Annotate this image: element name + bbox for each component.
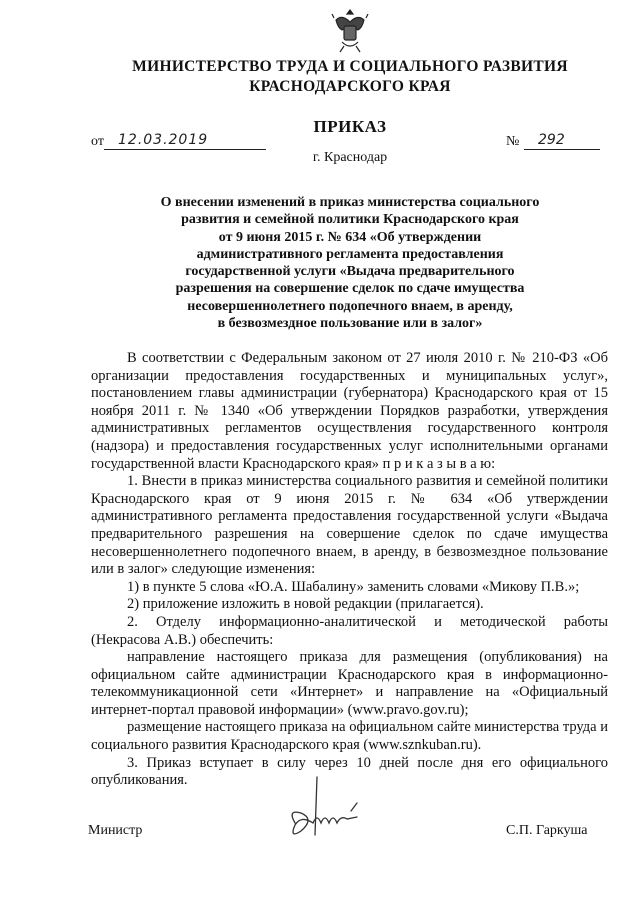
ministry-name-line1: МИНИСТЕРСТВО ТРУДА И СОЦИАЛЬНОГО РАЗВИТИЯ	[132, 58, 568, 75]
order-body	[91, 350, 608, 790]
ministry-name-line2: КРАСНОДАРСКОГО КРАЯ	[249, 78, 451, 95]
order-heading	[30, 194, 640, 332]
heading-line: О внесении изменений в приказ министерства социального	[160, 195, 540, 210]
coat-of-arms-icon	[330, 6, 370, 56]
document-title: ПРИКАЗ	[313, 117, 387, 136]
date-prefix: от	[91, 134, 104, 149]
heading-line: административного регламента предоставления	[196, 246, 504, 262]
order-number: 292	[538, 132, 565, 148]
heading-line: развития и семейной политики Краснодарского края	[181, 212, 519, 228]
heading-line: несовершеннолетнего подопечного внаем, в аренду,	[187, 298, 513, 314]
clause-2-item-2: размещение настоящего приказа на официальном сайте министерства труда и социального развития Краснодарского края (www.sznkuban.ru).	[91, 719, 608, 754]
handwritten-signature-icon	[265, 775, 375, 845]
city: г. Краснодар	[312, 150, 388, 165]
clause-1: 1. Внести в приказ министерства социального развития и семейной политики Краснодарского края от 9 июня 2015 г. № 634 «Об утверждении административного регламента предоставления государственной услуги «Выдача предварительного разрешения на совершение сделок по сдаче имущества несовершеннолетнего подопечного внаем, в аренду, в безвозмездное пользование или в залог» следующие изменения:	[91, 473, 608, 578]
number-prefix: №	[506, 134, 520, 149]
clause-1-item-1: 1) в пункте 5 слова «Ю.А. Шабалину» заменить словами «Микову П.В.»;	[127, 578, 580, 595]
clause-2: 2. Отделу информационно-аналитической и методической работы (Некрасова А.В.) обеспечить:	[91, 613, 608, 648]
heading-line: от 9 июня 2015 г. № 634 «Об утверждении	[218, 229, 482, 245]
signer-name: С.П. Гаркуша	[506, 823, 588, 838]
heading-line: разрешения на совершение сделок по сдаче имущества	[175, 281, 525, 297]
heading-line: государственной услуги «Выдача предварительного	[185, 264, 515, 280]
preamble-paragraph: В соответствии с Федеральным законом от 27 июля 2010 г. № 210-ФЗ «Об организации предоставления государственных и муниципальных услуг», постановлением главы администрации (губернатора) Краснодарского края от 15 ноября 2011 г. № 1340 «Об утверждении Порядков разработки, утверждения административных регламентов осуществления государственного контроля (надзора) и предоставления государственных услуг исполнительными органами государственной власти Краснодарского края» п р и к а з ы в а ю:	[91, 350, 608, 472]
clause-1-item-2: 2) приложение изложить в новой редакции (прилагается).	[127, 596, 484, 613]
heading-line: в безвозмездное пользование или в залог»	[217, 316, 483, 332]
order-date: 12.03.2019	[118, 132, 209, 148]
signer-position: Министр	[88, 823, 143, 838]
clause-3: 3. Приказ вступает в силу через 10 дней после дня его официального опубликования.	[91, 754, 608, 789]
clause-2-item-1: направление настоящего приказа для размещения (опубликования) на официальном сайте администрации Краснодарского края в информационно-телекоммуникационной сети «Интернет» и направление на «Официальный интернет-портал правовой информации» (www.pravo.gov.ru);	[91, 649, 608, 718]
